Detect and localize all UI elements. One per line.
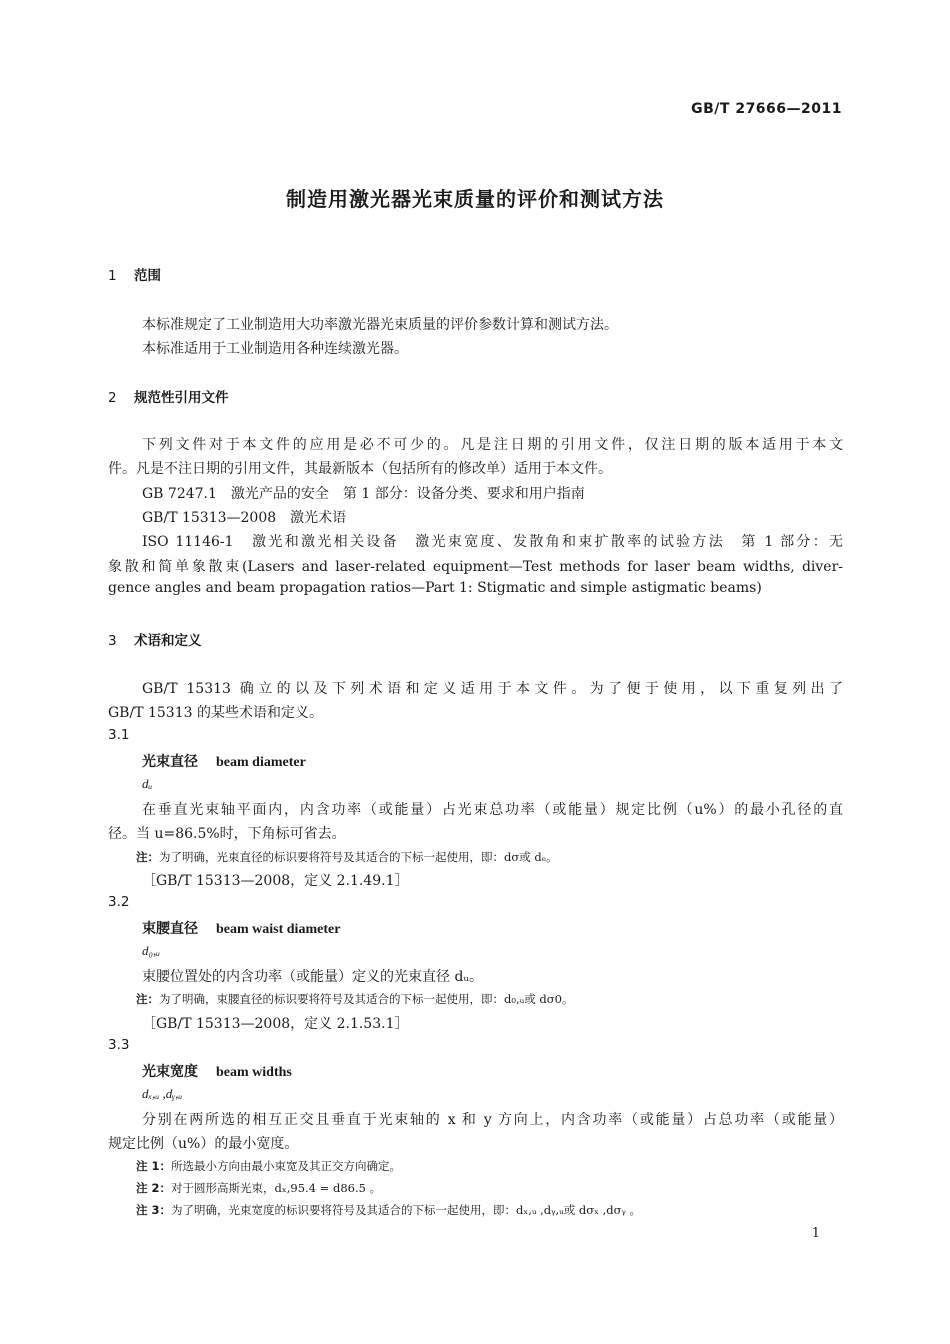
reference-item: 象散和简单象散束(Lasers and laser-related equipment—Test methods for laser beam widths, diver- [108, 559, 843, 575]
page-number: 1 [811, 1226, 820, 1241]
paragraph: GB/T 15313 的某些术语和定义。 [108, 705, 323, 721]
note-text: 为了明确，束腰直径的标识要将符号及其适合的下标一起使用，即：d₀,ᵤ或 dσ0。 [159, 992, 574, 1006]
source-reference: ［GB/T 15313—2008，定义 2.1.53.1］ [142, 1016, 409, 1032]
reference-item: GB/T 15313—2008 激光术语 [142, 510, 347, 526]
reference-item: ISO 11146-1 激光和激光相关设备 激光束宽度、发散角和束扩散率的试验方法 第 1 部分：无 [142, 534, 843, 550]
document-title: 制造用激光器光束质量的评价和测试方法 [286, 187, 664, 211]
note [136, 1202, 641, 1218]
term-en: beam diameter [216, 755, 306, 770]
note [136, 849, 558, 865]
note-text: 为了明确，光束直径的标识要将符号及其适合的下标一起使用，即：dσ或 dₑ。 [159, 850, 558, 864]
paragraph: 下列文件对于本文件的应用是必不可少的。凡是注日期的引用文件，仅注日期的版本适用于本文 [142, 437, 843, 453]
section-3-heading [108, 629, 202, 649]
term-zh: 束腰直径 [142, 921, 198, 937]
term-symbol: dₓ,ᵤ ,dᵧ,ᵤ [142, 1086, 183, 1101]
note-label: 注： [136, 850, 159, 864]
section-title: 规范性引用文件 [134, 390, 229, 406]
term-zh: 光束直径 [142, 754, 198, 770]
section-number: 3 [108, 633, 117, 649]
term-zh: 光束宽度 [142, 1064, 198, 1080]
section-number: 1 [108, 268, 117, 284]
term-definition: 径。当 u=86.5%时，下角标可省去。 [108, 826, 346, 842]
paragraph: 本标准适用于工业制造用各种连续激光器。 [142, 341, 408, 357]
section-title: 术语和定义 [134, 633, 202, 649]
paragraph: 件。凡是不注日期的引用文件，其最新版本（包括所有的修改单）适用于本文件。 [108, 461, 612, 477]
term-heading [142, 918, 340, 938]
term-symbol: d₀,ᵤ [142, 943, 161, 958]
term-definition: 分别在两所选的相互正交且垂直于光束轴的 x 和 y 方向上，内含功率（或能量）占总功率（或能量） [142, 1112, 843, 1128]
section-number: 2 [108, 390, 117, 406]
note-label: 注： [136, 992, 159, 1006]
term-en: beam widths [216, 1065, 292, 1080]
paragraph: 本标准规定了工业制造用大功率激光器光束质量的评价参数计算和测试方法。 [142, 317, 618, 333]
term-en: beam waist diameter [216, 922, 341, 937]
note [136, 991, 573, 1007]
clause-number: 3.3 [108, 1037, 130, 1053]
paragraph: GB/T 15313 确立的以及下列术语和定义适用于本文件。为了便于使用，以下重复列出了 [142, 681, 843, 697]
term-definition: 规定比例（u%）的最小宽度。 [108, 1136, 299, 1152]
reference-item: GB 7247.1 激光产品的安全 第 1 部分：设备分类、要求和用户指南 [142, 486, 585, 502]
note-text: 对于圆形高斯光束，dₓ,95.4 = d86.5 。 [171, 1181, 382, 1195]
section-2-heading [108, 386, 229, 406]
term-definition: 在垂直光束轴平面内，内含功率（或能量）占光束总功率（或能量）规定比例（u%）的最小孔径的直 [142, 802, 843, 818]
section-1-heading [108, 264, 161, 284]
term-definition: 束腰位置处的内含功率（或能量）定义的光束直径 dᵤ。 [142, 969, 483, 985]
section-title: 范围 [134, 268, 161, 284]
note-text: 所选最小方向由最小束宽及其正交方向确定。 [171, 1159, 402, 1173]
note-label: 注 3： [136, 1203, 172, 1217]
clause-number: 3.1 [108, 727, 130, 743]
reference-item: gence angles and beam propagation ratios—Part 1: Stigmatic and simple astigmatic beams) [108, 580, 762, 596]
source-reference: ［GB/T 15313—2008，定义 2.1.49.1］ [142, 873, 409, 889]
term-heading [142, 1061, 292, 1081]
note [136, 1158, 401, 1174]
term-heading [142, 751, 306, 771]
note-text: 为了明确，光束宽度的标识要将符号及其适合的下标一起使用，即：dₓ,ᵤ ,dᵧ,ᵤ或 dσₓ ,dσᵧ 。 [171, 1203, 641, 1217]
clause-number: 3.2 [108, 894, 130, 910]
note-label: 注 1： [136, 1159, 172, 1173]
note-label: 注 2： [136, 1181, 172, 1195]
term-symbol: dᵤ [142, 776, 153, 791]
note [136, 1180, 381, 1196]
standard-number: GB/T 27666—2011 [691, 101, 842, 117]
